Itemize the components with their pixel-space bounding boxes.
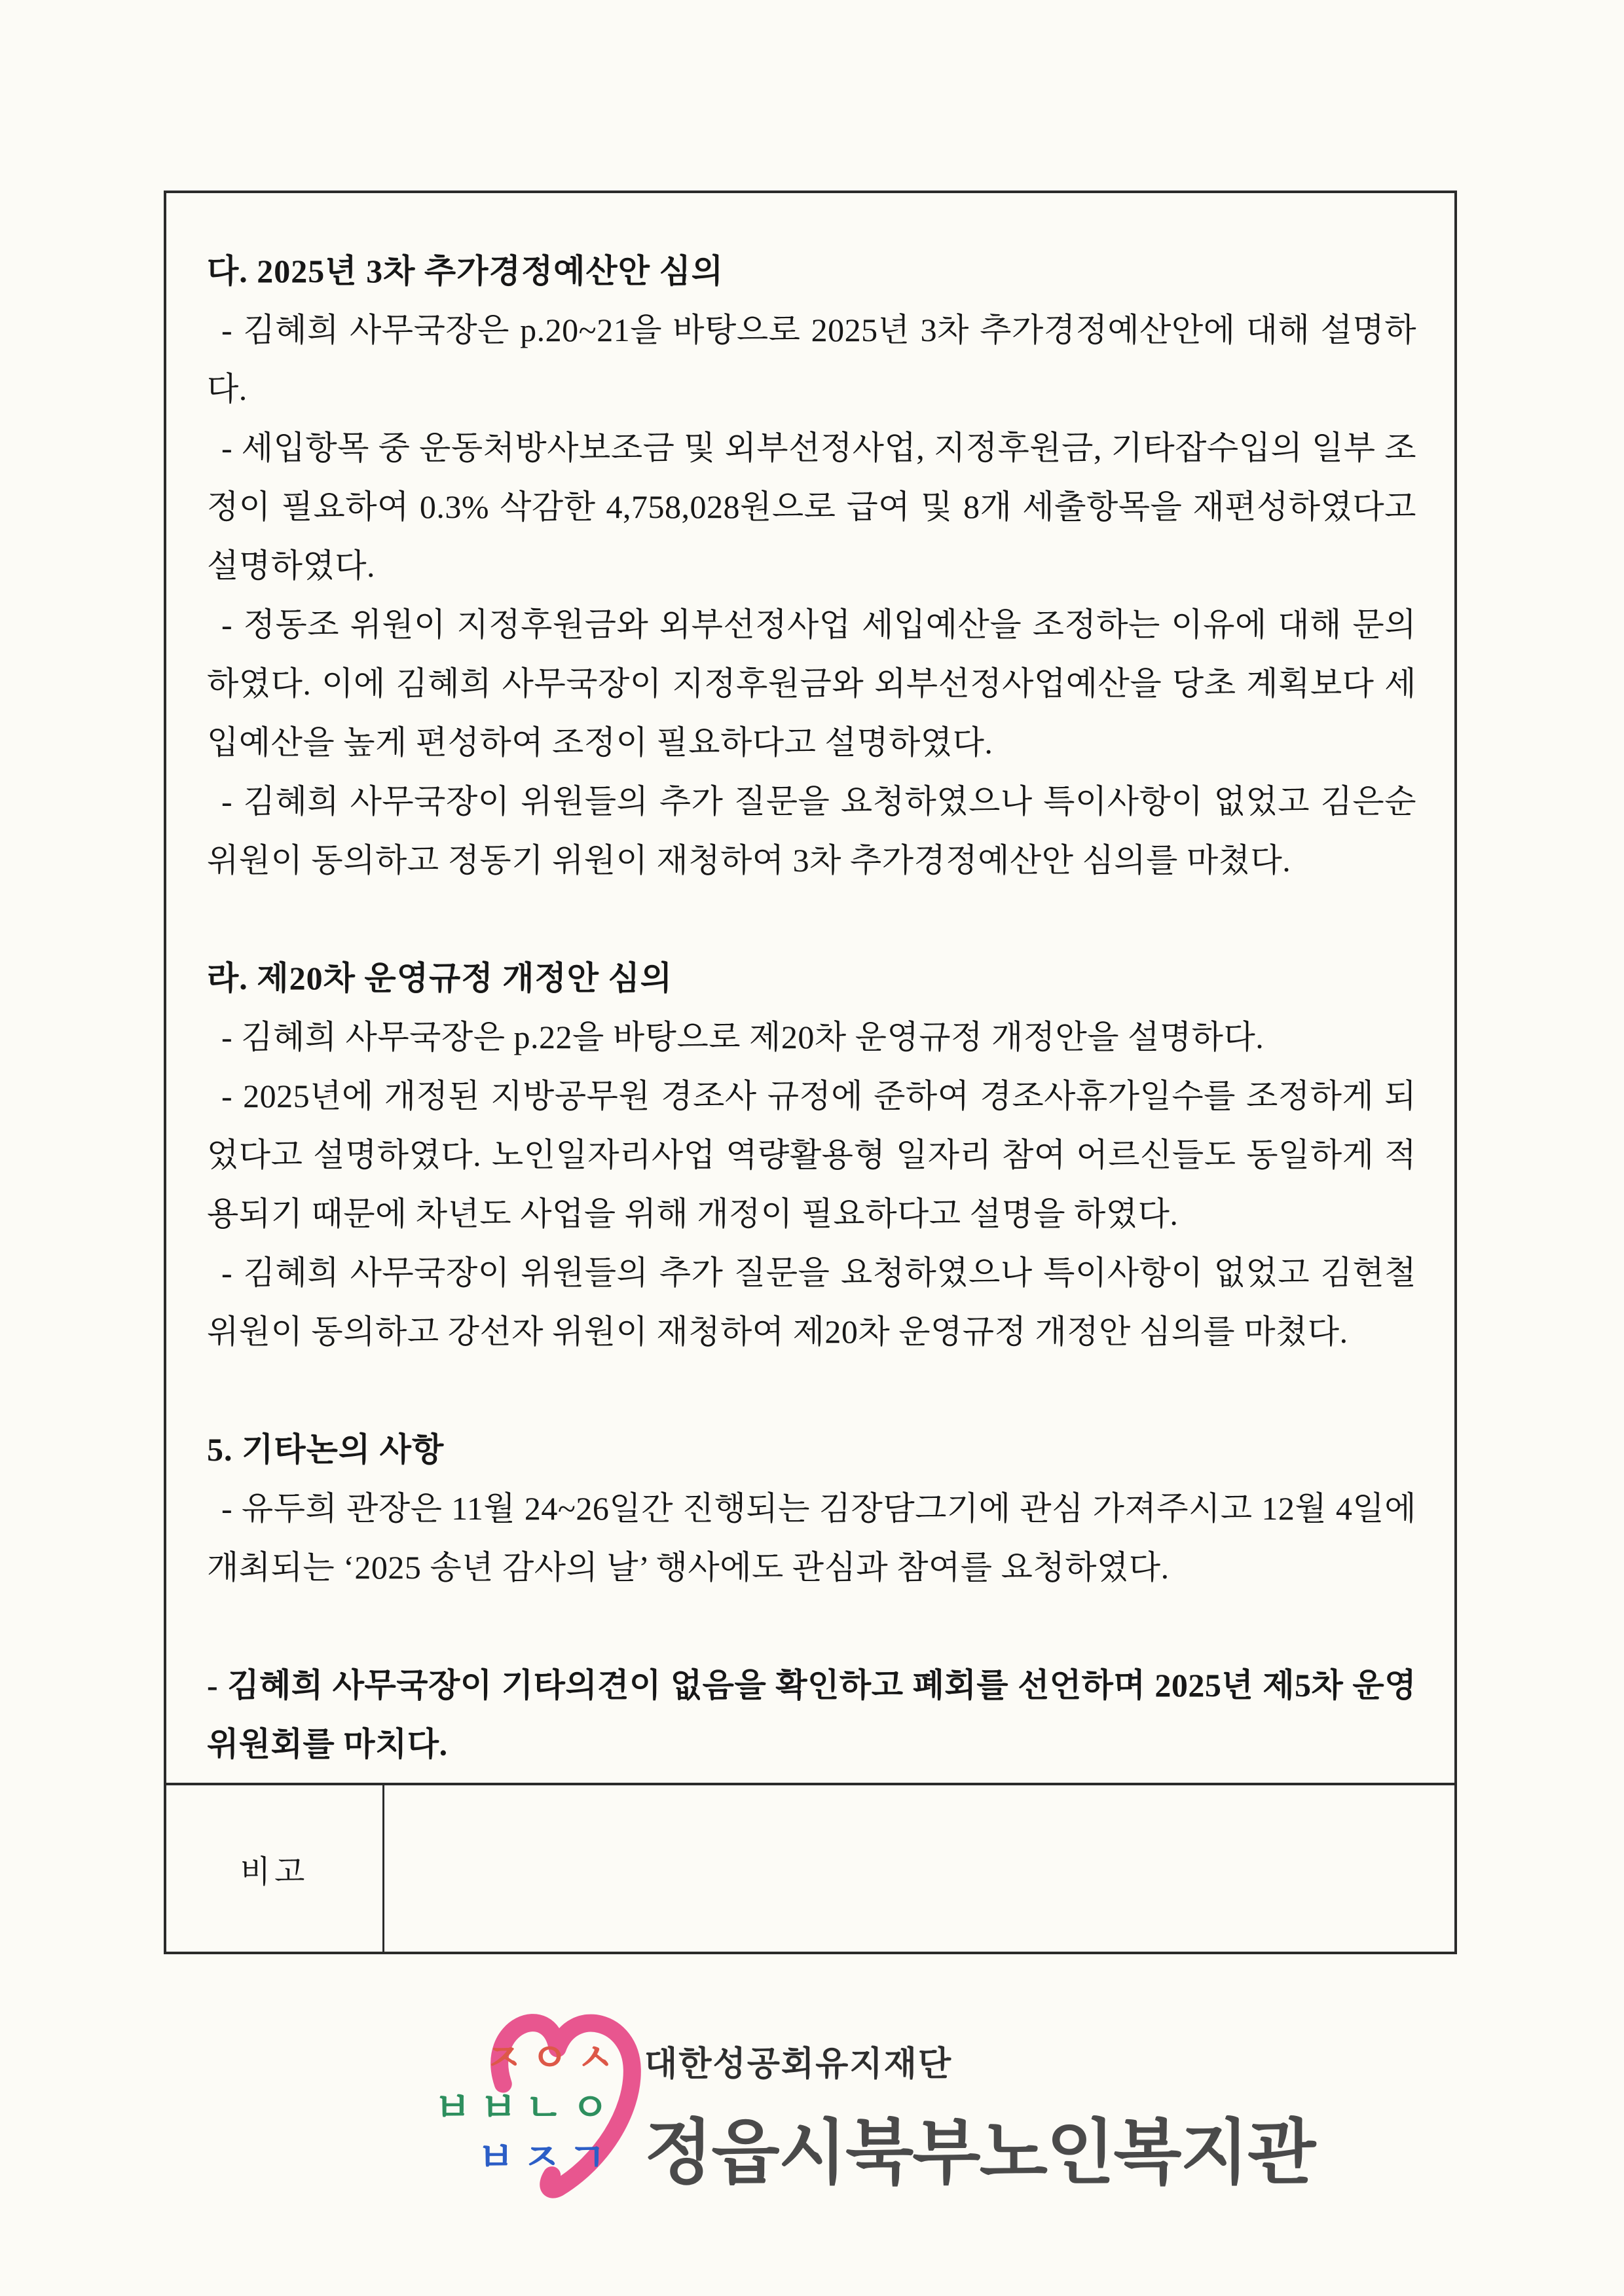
paragraph: - 세입항목 중 운동처방사보조금 및 외부선정사업, 지정후원금, 기타잡수입의 일부 조정이 필요하여 0.3% 삭감한 4,758,028원으로 급여 및 8개 세출항목을 재편성하였다고 설명하였다. [207,429,1416,584]
section-ra-heading: 라. 제20차 운영규정 개정안 심의 [207,960,673,996]
paragraph: - 김혜희 사무국장은 p.20~21을 바탕으로 2025년 3차 추가경정예산안에 대해 설명하다. [207,312,1416,407]
remarks-row [166,1783,1454,1952]
section-da [207,242,1416,890]
section-da-heading: 다. 2025년 3차 추가경정예산안 심의 [207,253,724,289]
paragraph: - 김혜희 사무국장은 p.22을 바탕으로 제20차 운영규정 개정안을 설명하다. [221,1019,1264,1055]
paragraph: - 김혜희 사무국장이 위원들의 추가 질문을 요청하였으나 특이사항이 없었고 김은순 위원이 동의하고 정동기 위원이 재청하여 3차 추가경정예산안 심의를 마쳤다. [207,783,1416,879]
logo-text-block [644,2036,1314,2197]
section-5-other-discussion [207,1420,1416,1597]
paragraph: - 유두희 관장은 11월 24~26일간 진행되는 김장담그기에 관심 가져주시고 12월 4일에 개최되는 ‘2025 송년 감사의 날’ 행사에도 관심과 참여를 요청하였다. [207,1490,1416,1586]
paragraph: - 정동조 위원이 지정후원금와 외부선정사업 세입예산을 조정하는 이유에 대해 문의하였다. 이에 김혜희 사무국장이 지정후원금와 외부선정사업예산을 당초 계획보다 세입예산을 높게 편성하여 조정이 필요하다고 설명하였다. [207,606,1416,761]
logo-monogram-row1: ㅈㅇㅅ [485,2036,622,2080]
closing-statement: - 김혜희 사무국장이 기타의견이 없음을 확인하고 폐회를 선언하며 2025년 제5차 운영위원회를 마치다. [207,1667,1416,1762]
logo-monogram-row3: ㅂㅈㄱ [477,2136,614,2179]
document-body [207,242,1416,1774]
foundation-name: 대한성공회유지재단 [644,2045,953,2083]
paragraph: - 2025년에 개정된 지방공무원 경조사 규정에 준하여 경조사휴가일수를 조정하게 되었다고 설명하였다. 노인일자리사업 역량활용형 일자리 참여 어르신들도 동일하게 적용되기 때문에 차년도 사업을 위해 개정이 필요하다고 설명을 하였다. [207,1078,1416,1232]
section-5-heading: 5. 기타논의 사항 [207,1431,445,1468]
organization-name: 정읍시북부노인복지관 [644,2113,1315,2192]
paragraph: - 김혜희 사무국장이 위원들의 추가 질문을 요청하였으나 특이사항이 없었고 김현철 위원이 동의하고 강선자 위원이 재청하여 제20차 운영규정 개정안 심의를 마쳤다. [207,1254,1416,1350]
logo-monogram-row2: ㅂㅂㄴㅇ [434,2086,617,2130]
remarks-label-cell: 비고 [166,1785,384,1952]
organization-logo [424,1995,1315,2231]
document-border-box [164,191,1457,1954]
section-ra [207,949,1416,1361]
remarks-value-cell [384,1785,1454,1952]
